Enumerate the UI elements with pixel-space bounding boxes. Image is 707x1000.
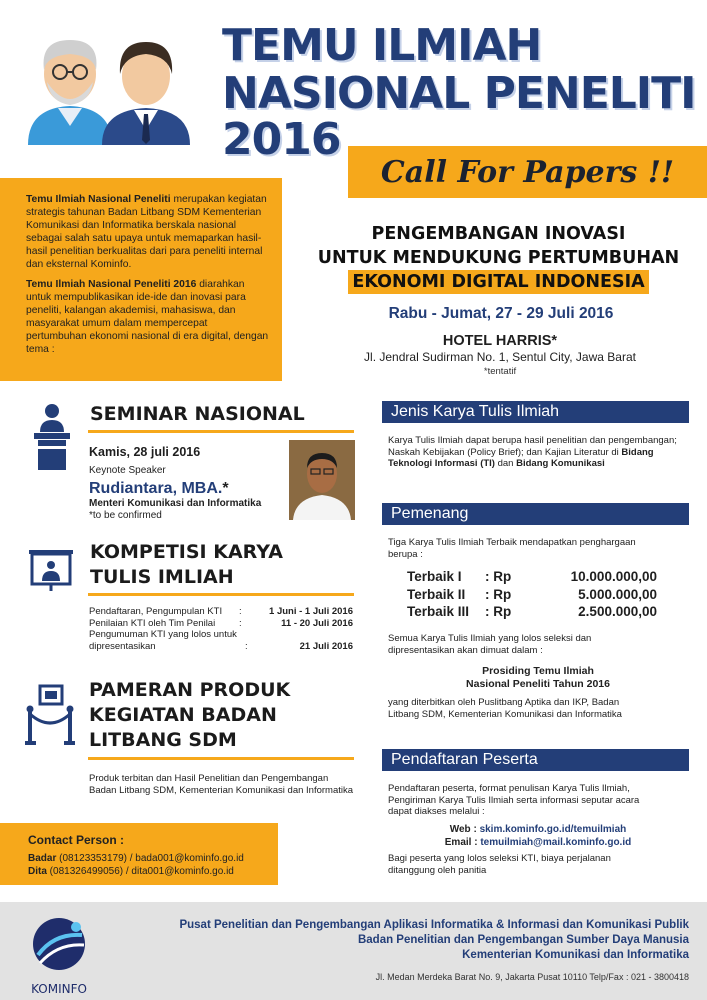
theme-block — [290, 222, 707, 294]
kti-label: Pendaftaran, Pengumpulan KTI — [89, 606, 223, 617]
jenis-text-2: dan — [494, 458, 517, 469]
pameran-description: Produk terbitan dan Hasil Penelitian dan Pengembangan Badan Litbang SDM, Kementerian Komunikasi dan Informatika — [89, 773, 354, 796]
kominfo-logo — [24, 913, 94, 996]
footer-address: Jl. Medan Merdeka Barat No. 9, Jakarta Pusat 10110 Telp/Fax : 021 - 3800418 — [375, 972, 689, 982]
contact-box — [0, 823, 278, 885]
proceeding-line: Prosiding Temu Ilmiah — [482, 665, 594, 677]
theme-line-1: PENGEMBANGAN INOVASI — [371, 224, 626, 244]
kominfo-logo-icon — [24, 913, 94, 975]
contact-person — [28, 852, 278, 866]
web-label: Web : — [449, 824, 477, 835]
pameran-title-line-1: PAMERAN PRODUK — [89, 679, 291, 701]
contact-name: Dita — [28, 866, 47, 877]
web-row — [388, 824, 688, 835]
prize-currency: : Rp — [485, 604, 512, 619]
kompetisi-title-line-1: KOMPETISI KARYA — [90, 541, 283, 563]
pemenang-intro: Tiga Karya Tulis Ilmiah Terbaik mendapatkan penghargaan berupa : — [388, 537, 636, 560]
prize-amount: 5.000.000,00 — [578, 586, 657, 602]
researchers-icon — [20, 30, 200, 145]
pendaftaran-text: Pendaftaran peserta, format penulisan Karya Tulis Ilmiah, Pengiriman Karya Tulis Ilmiah serta informasi seputar acara dapat diakses melalui : — [388, 783, 640, 817]
web-link[interactable]: skim.kominfo.go.id/temuilmiah — [479, 824, 627, 835]
jenis-heading: Jenis Karya Tulis Ilmiah — [382, 401, 689, 423]
pameran-title-line-2: KEGIATAN BADAN — [89, 704, 277, 726]
tentative-note: *tentatif — [483, 366, 517, 377]
venue-address: Jl. Jendral Sudirman No. 1, Sentul City, Jawa Barat — [364, 350, 636, 364]
podium-icon — [30, 402, 74, 458]
prize-amount: 10.000.000,00 — [570, 569, 657, 584]
kominfo-logo-text: KOMINFO — [31, 982, 87, 996]
theme-line-3: EKONOMI DIGITAL INDONESIA — [348, 270, 648, 294]
pemenang-heading: Pemenang — [382, 503, 689, 525]
speaker-position: Menteri Komunikasi dan Informatika — [89, 498, 262, 509]
prize-list — [407, 568, 657, 621]
kti-sep: : — [245, 640, 248, 652]
kti-date: 11 - 20 Juli 2016 — [281, 617, 353, 629]
event-date: Rabu - Jumat, 27 - 29 Juli 2016 — [388, 305, 614, 322]
kti-schedule-row — [89, 629, 353, 652]
intro-paragraph-1 — [26, 193, 270, 271]
proceeding-title — [388, 665, 688, 691]
prize-amount: 2.500.000,00 — [578, 604, 657, 619]
header-illustration — [20, 30, 200, 145]
kti-date: 21 Juli 2016 — [299, 640, 353, 652]
email-row — [388, 837, 688, 848]
presentation-screen-icon — [27, 548, 71, 604]
contact-person — [28, 865, 278, 879]
exhibition-icon — [24, 684, 68, 740]
speaker-mark: * — [222, 480, 229, 497]
intro-bold-1: Temu Ilmiah Nasional Peneliti — [26, 194, 171, 205]
kti-sep: : — [239, 617, 242, 629]
kti-schedule — [89, 606, 353, 652]
intro-text-2: diarahkan untuk mempublikasikan ide-ide dan inovasi para peneliti, kalangan akademisi, mahasiswa, dan masyarakat umum dalam mempercepat pertumbuhan ekonomi nasional di era digital, dengan tema : — [26, 279, 269, 355]
pameran-title-line-3: LITBANG SDM — [89, 729, 237, 751]
kompetisi-divider — [88, 593, 354, 596]
intro-text-1: merupakan kegiatan strategis tahunan Badan Litbang SDM Kementerian Komunikasi dan Informatika berskala nasional sebagai salah satu upaya untuk memaparkan hasil-hasil penelitian berkualitas dari para peneliti internal dan eksternal Kominfo. — [26, 194, 267, 270]
prize-currency: : Rp — [485, 569, 512, 584]
intro-paragraph-2 — [26, 278, 270, 356]
pendaftaran-heading: Pendaftaran Peserta — [382, 749, 689, 771]
email-link[interactable]: temuilmiah@mail.kominfo.go.id — [480, 837, 632, 848]
footer-line-3: Kementerian Komunikasi dan Informatika — [462, 949, 689, 961]
contact-heading: Contact Person : — [28, 833, 125, 847]
intro-bold-2: Temu Ilmiah Nasional Peneliti 2016 — [26, 279, 197, 290]
footer-line-1: Pusat Penelitian dan Pengembangan Aplikasi Informatika & Informasi dan Komunikasi Publik — [179, 919, 689, 931]
kti-label: Penilaian KTI oleh Tim Penilai — [89, 617, 216, 629]
theme-line-2: UNTUK MENDUKUNG PERTUMBUHAN — [317, 248, 680, 268]
speaker-name: Rudiantara, MBA. — [89, 480, 223, 497]
pemenang-note: Semua Karya Tulis Ilmiah yang lolos seleksi dan dipresentasikan akan dimuat dalam : — [388, 633, 592, 656]
seminar-divider — [88, 430, 354, 433]
seminar-date: Kamis, 28 juli 2016 — [89, 445, 201, 459]
kompetisi-title-line-2: TULIS IMLIAH — [90, 566, 234, 588]
email-label: Email : — [444, 837, 478, 848]
jenis-text-1: Karya Tulis Ilmiah dapat berupa hasil penelitian dan pengembangan; Naskah Kebijakan (Policy Brief); dan Kajian Literatur di — [388, 435, 677, 458]
contact-detail: (08123353179) / bada001@kominfo.go.id — [56, 852, 244, 864]
prize-rank: Terbaik III — [407, 604, 470, 619]
prize-row — [407, 568, 657, 586]
intro-box — [0, 178, 282, 381]
pameran-divider — [88, 757, 354, 760]
publisher-text: yang diterbitkan oleh Puslitbang Aptika dan IKP, Badan Litbang SDM, Kementerian Komunikasi dan Informatika — [388, 697, 622, 720]
footer-line-2: Badan Penelitian dan Pengembangan Sumber Daya Manusia — [357, 934, 689, 946]
kti-schedule-row — [89, 606, 353, 618]
confirm-note: *to be confirmed — [89, 510, 162, 521]
prize-row — [407, 603, 657, 621]
speaker-photo — [289, 440, 355, 520]
kti-schedule-row — [89, 618, 353, 630]
venue-name: HOTEL HARRIS* — [442, 333, 558, 349]
pendaftaran-note: Bagi peserta yang lolos seleksi KTI, biaya perjalanan ditanggung oleh panitia — [388, 853, 611, 876]
contact-detail: (081326499056) / dita001@kominfo.go.id — [46, 866, 234, 877]
call-for-papers-banner: Call For Papers !! — [348, 146, 707, 198]
seminar-title: SEMINAR NASIONAL — [90, 403, 305, 425]
jenis-bold-2: Bidang Komunikasi — [516, 458, 605, 469]
event-title-line-2: NASIONAL PENELITI — [222, 68, 696, 119]
prize-currency: : Rp — [485, 586, 512, 602]
speaker-name-row — [89, 480, 229, 498]
kti-label: Pengumuman KTI yang lolos untuk dipresentasikan — [89, 629, 237, 652]
kti-date: 1 Juni - 1 Juli 2016 — [269, 606, 353, 617]
jenis-bold-1: Bidang Teknologi Informasi (TI) — [388, 446, 654, 469]
contact-name: Badar — [28, 852, 57, 864]
keynote-label: Keynote Speaker — [89, 465, 166, 476]
event-title-line-1: TEMU ILMIAH — [222, 20, 542, 71]
jenis-text — [388, 435, 688, 470]
proceeding-line: Nasional Peneliti Tahun 2016 — [466, 678, 610, 690]
event-title-line-3: 2016 — [222, 114, 341, 165]
prize-rank: Terbaik I — [407, 569, 462, 584]
kti-sep: : — [239, 606, 242, 617]
prize-rank: Terbaik II — [407, 586, 466, 602]
prize-row — [407, 586, 657, 604]
